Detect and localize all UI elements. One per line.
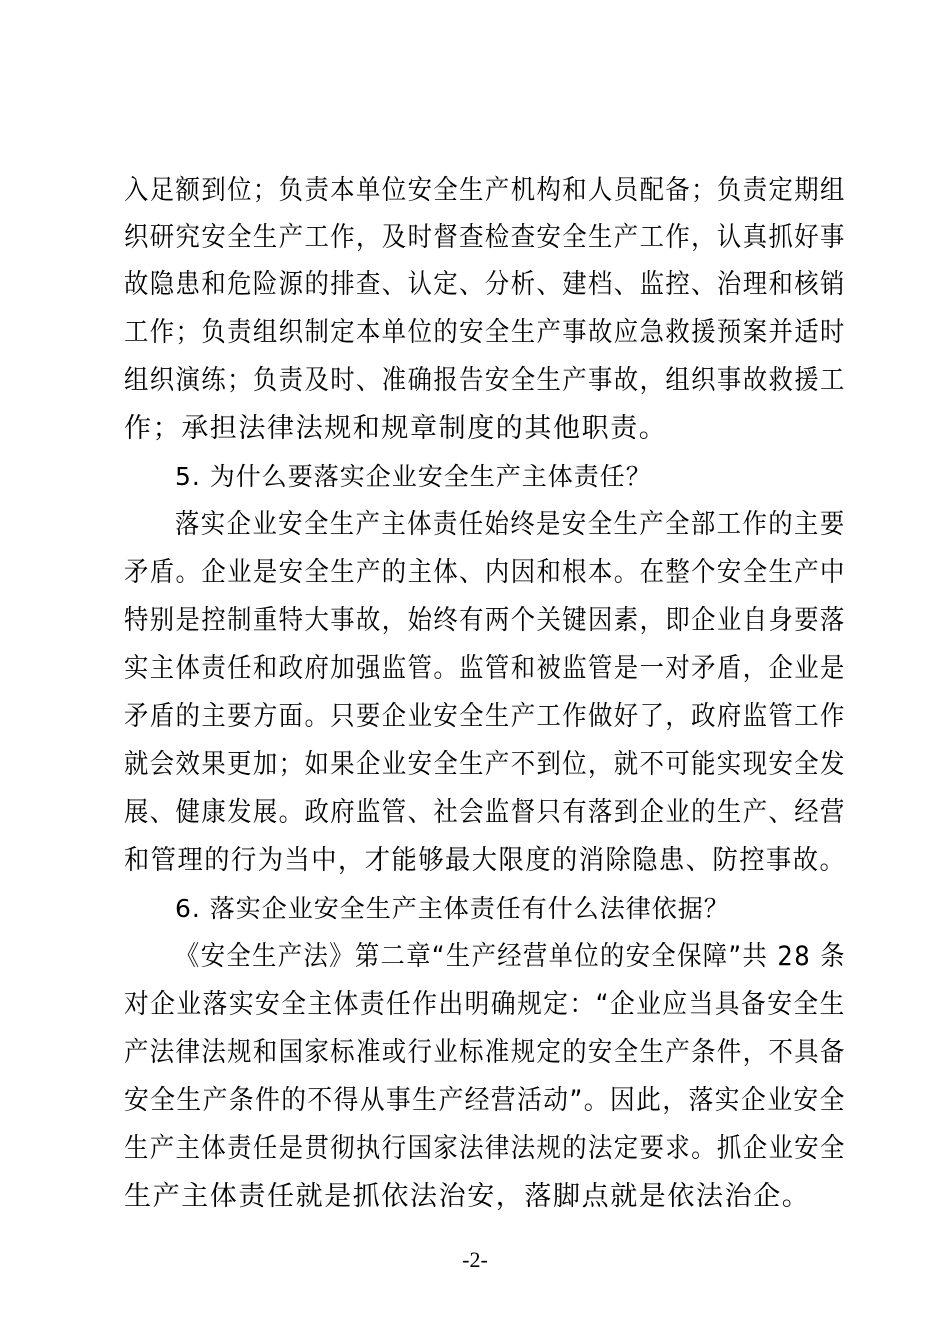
body-text-line: 和管理的行为当中，才能够最大限度的消除隐患、防控事故。 xyxy=(124,845,847,876)
body-text-line: 安全生产条件的不得从事生产经营活动”。因此，落实企业安全 xyxy=(124,1085,846,1116)
body-text-line: 矛盾的主要方面。只要企业安全生产工作做好了，政府监管工作 xyxy=(124,701,846,732)
body-text-line: 工作；负责组织制定本单位的安全生产事故应急救援预案并适时 xyxy=(124,317,846,348)
body-text-line: 故隐患和危险源的排查、认定、分析、建档、监控、治理和核销 xyxy=(124,269,846,300)
page-number: -2- xyxy=(462,1247,488,1272)
body-text-line: 入足额到位；负责本单位安全生产机构和人员配备；负责定期组 xyxy=(124,175,846,206)
question-heading: 6. 落实企业安全生产主体责任有什么法律依据？ xyxy=(175,894,730,923)
body-text-line: 就会效果更加；如果企业安全生产不到位，就不可能实现安全发 xyxy=(124,749,846,780)
body-text-line: 生产主体责任是贯彻执行国家法律法规的法定要求。抓企业安全 xyxy=(124,1133,846,1164)
body-text-line: 织研究安全生产工作，及时督查检查安全生产工作，认真抓好事 xyxy=(124,222,846,253)
body-text-line: 《安全生产法》第二章“生产经营单位的安全保障”共 28 条 xyxy=(175,941,846,972)
question-heading: 5. 为什么要落实企业安全生产主体责任？ xyxy=(175,462,652,491)
body-text-line: 矛盾。企业是安全生产的主体、内因和根本。在整个安全生产中 xyxy=(124,557,846,588)
body-text-line: 实主体责任和政府加强监管。监管和被监管是一对矛盾，企业是 xyxy=(124,653,846,684)
body-text-line: 产法律法规和国家标准或行业标准规定的安全生产条件，不具备 xyxy=(124,1037,846,1068)
body-text-line: 组织演练；负责及时、准确报告安全生产事故，组织事故救援工 xyxy=(124,365,846,396)
body-text-line: 展、健康发展。政府监管、社会监督只有落到企业的生产、经营 xyxy=(124,797,846,828)
body-text-line: 生产主体责任就是抓依法治安，落脚点就是依法治企。 xyxy=(124,1181,811,1212)
body-text-line: 作；承担法律法规和规章制度的其他职责。 xyxy=(124,413,668,444)
body-text-line: 对企业落实安全主体责任作出明确规定：“企业应当具备安全生 xyxy=(124,989,846,1020)
body-text-line: 特别是控制重特大事故，始终有两个关键因素，即企业自身要落 xyxy=(124,605,846,636)
body-text-line: 落实企业安全生产主体责任始终是安全生产全部工作的主要 xyxy=(175,509,846,540)
